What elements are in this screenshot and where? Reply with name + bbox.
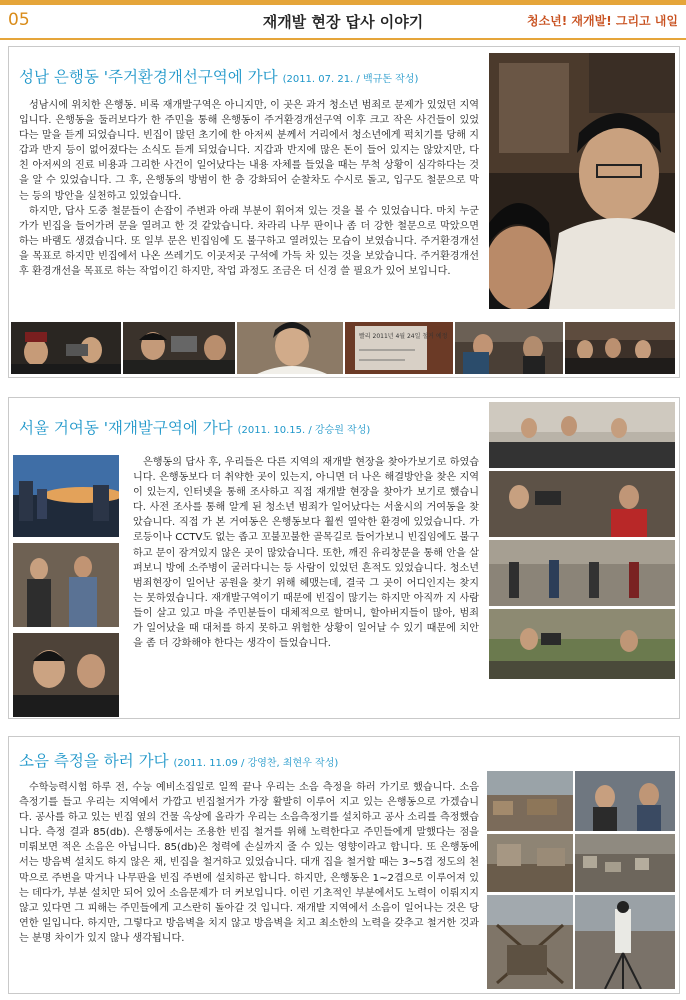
photo-rooftops-image: [487, 771, 573, 831]
section-title-text: 소음 측정을 하러 가다: [19, 752, 169, 770]
section-byline: (2011. 11.09 / 강영찬, 최현우 작성): [173, 758, 339, 769]
page-title: 재개발 현장 답사 이야기: [262, 13, 424, 31]
photo-construction-closeup: [487, 895, 573, 989]
photo-group-outdoor-image: [489, 402, 675, 468]
header-divider: [0, 38, 686, 40]
photo-students-wall-image: [13, 543, 119, 627]
photo-camera-crew: [489, 471, 675, 537]
photo-apartment-sunset: [13, 455, 119, 537]
brand-title: 청소년! 재개발! 그리고 내일: [527, 14, 678, 28]
photo-noise-meter-setup: [575, 771, 675, 831]
photo-students-wall: [13, 543, 119, 627]
photo-interview: [123, 322, 235, 374]
photo-demolition-site: [487, 834, 573, 892]
photo-hillside-houses: [575, 834, 675, 892]
photo-construction-closeup-image: [487, 895, 573, 989]
section-title: [19, 749, 338, 771]
section-byline: (2011. 10.15. / 강승원 작성): [237, 425, 371, 436]
photo-student-portrait: [237, 322, 343, 374]
section-title: [19, 65, 418, 87]
photo-group-outdoor: [489, 402, 675, 468]
photo-interview-image: [123, 322, 235, 374]
photo-filming-park-image: [489, 609, 675, 679]
photo-hillside-houses-image: [575, 834, 675, 892]
page-header: [0, 0, 686, 40]
header-accent-bar: [0, 0, 686, 5]
photo-street-walk-image: [489, 540, 675, 606]
photo-students-walking-image: [489, 53, 675, 309]
section-geoyeo: [8, 397, 680, 719]
section-eunhaeng: [8, 46, 680, 378]
photo-group-alley: [565, 322, 675, 374]
page-number: 05: [8, 10, 30, 30]
section-title: [19, 416, 370, 438]
section-body: [19, 780, 479, 946]
paragraph: 수학능력시험 하루 전, 수능 예비소집일로 일찍 끝나 우리는 소음 측정을 하러 가기로 했습니다. 소음 측정기를 들고 우리는 지역에서 가깝고 빈집철거가 가장 활발히 이루어 지고 있는 은행동으로 가겠습니다. 공사를 하고 있는 빈집 옆의 건물 옥상에 올라가 우리는 소음측정기를 설치하고 공사 소리를 측정했습니다. 측정 결과 85(db). 은행동에서는 조용한 빈집 철거를 위해 노력한다고 주민들에게 말했다는 점을 미뤄보면 적은 소음은 아닙니다. 85(db)은 청력에 손실까지 줄 수 있는 영향이라고 합니다. 또 은행동에서는 방음벽 설치도 하지 않은 채, 빈집을 철거하고 있었습니다. 대개 집을 철거할 때는 3~5겹 정도의 천막으로 주변을 막거나 나무판을 빈집 주변에 설치하곤 합니다. 하지만, 은행동은 1~2겹으로 이루어져 있는 데다가, 부분 설치만 되어 있어 소음문제가 더 커보입니다. 이런 기초적인 부분에서도 노력이 이뤄지지 않고 있다면 그 피해는 주민들에게 고스란히 돌아갈 것 입니다. 재개발 지역에서 소음이 일어나는 것은 당연한 일입니다. 하지만, 그렇다고 방음벽을 치지 않고 방음벽을 치고 최소한의 노력을 갖추고 철거한 것과는 분명 차이가 있지 않나 생각됩니다.: [19, 782, 479, 944]
photo-student-portrait-image: [237, 322, 343, 374]
photo-team-camera-image: [11, 322, 121, 374]
photo-filming-street-image: [455, 322, 563, 374]
photo-apartment-sunset-image: [13, 455, 119, 537]
section-noise: [8, 736, 680, 994]
section-title-text: 성남 은행동 '주거환경개선구역에 가다: [19, 68, 278, 86]
paragraph: 성남시에 위치한 은행동. 비록 재개발구역은 아니지만, 이 곳은 과거 청소년 범죄로 문제가 있었던 지역입니다. 은행동을 둘러보다가 한 주민을 통해 은행동이 주거환경개선구역 이후 크고 작은 사건들이 있었다는 말을 듣게 되었습니다. 빈집이 많던 초기에 한 아저씨 분께서 거리에서 청소년에게 퍽치기를 당해 지갑과 반지 등이 없어졌다는 소식도 듣게 되었습니다. 지갑과 반지에 많은 돈이 들어 있지는 않았지만, 다친 아저씨의 진료 비용과 그리한 사건이 일어났다는 내용 자체를 들었을 때는 무척 상황이 심각하다는 것을 알 수 있었습니다. 그 후, 은행동의 방범이 한 층 강화되어 순찰차도 수시로 돌고, 입구도 철문으로 막는 등의 방안을 실천하고 있었습니다.: [19, 100, 479, 202]
section-byline: (2011. 07. 21. / 백규돈 작성): [282, 74, 419, 85]
paragraph: 하지만, 답사 도중 철문들이 손잡이 주변과 아래 부분이 휘어져 있는 것을 볼 수 있었습니다. 마치 누군가가 빈집을 들어가려 문을 열려고 한 것 같았습니다. 차라리 나무 판이나 좀 더 강한 철문으로 막았으면 하는 바램도 생겼습니다. 또 일부 문은 빈집임에 도 불구하고 열려있는 모습이 보였습니다. 주거환경개선을 목표로 하지만 빈집에서 나온 쓰레기도 이곳저곳 구석에 가득 차 있는 것을 보았습니다. 주거환경개선 후 환경개선을 목표로 하는 작업이긴 하지만, 작업 과정도 조금은 더 신경 쓸 필요가 있어 보입니다.: [19, 205, 479, 278]
photo-demolition-site-image: [487, 834, 573, 892]
photo-demolition-notice-image: [345, 322, 453, 374]
photo-group-alley-image: [565, 322, 675, 374]
notice-text: 빨리 2011년 4월 24일 철거 예정: [359, 333, 448, 340]
photo-filming-park: [489, 609, 675, 679]
photo-students-close-image: [13, 633, 119, 717]
section-body: [133, 455, 479, 651]
photo-students-close: [13, 633, 119, 717]
photo-sound-level-meter: [575, 895, 675, 989]
photo-filming-street: [455, 322, 563, 374]
photo-street-walk: [489, 540, 675, 606]
photo-demolition-notice: [345, 322, 453, 374]
photo-rooftops: [487, 771, 573, 831]
photo-noise-meter-setup-image: [575, 771, 675, 831]
photo-team-camera: [11, 322, 121, 374]
photo-students-walking: [489, 53, 675, 309]
section-body: [19, 98, 479, 279]
section-title-text: 서울 거여동 '재개발구역에 가다: [19, 419, 233, 437]
paragraph: 은행동의 답사 후, 우리들은 다른 지역의 재개발 현장을 찾아가보기로 하였습니다. 은행동보다 더 취약한 곳이 있는지, 아니면 더 나은 해결방안을 찾은 지역이 있는지, 인터넷을 통해 조사하고 직접 재개발 현장을 찾아가 보기로 했습니다. 사전 조사를 통해 알게 된 청소년 범죄가 일어났다는 서울시의 거여동을 찾았습니다. 직접 가 본 거여동은 은행동보다 훨씬 열악한 환경에 있었습니다. 가로등이나 CCTV도 없는 좁고 꼬불꼬불한 골목길로 들어가보니 빈집임에도 불구하고 문이 잠겨있지 않은 곳이 많았습니다. 또한, 깨진 유리창문을 통해 안을 살펴보니 방에 소주병이 굴러다니는 등 사람이 있었던 흔적도 있었습니다. 청소년 범죄현장이 일어난 공원을 찾기 위해 헤맸는데, 결국 그 곳이 어디인지는 찾지는 못하였습니다. 재개발구역이기 때문에 빈집이 많기는 하지만 아직까 지 사람들이 살고 있고 마을 주민분들이 대체적으로 할머니, 할아버지들이 많아, 범죄가 일어났을 때 대처를 하지 못하고 위험한 상황이 일어날 수 있기 때문에 치안을 좀 더 강화해야 한다는 생각이 들었습니다.: [133, 457, 479, 650]
photo-sound-level-meter-image: [575, 895, 675, 989]
photo-camera-crew-image: [489, 471, 675, 537]
